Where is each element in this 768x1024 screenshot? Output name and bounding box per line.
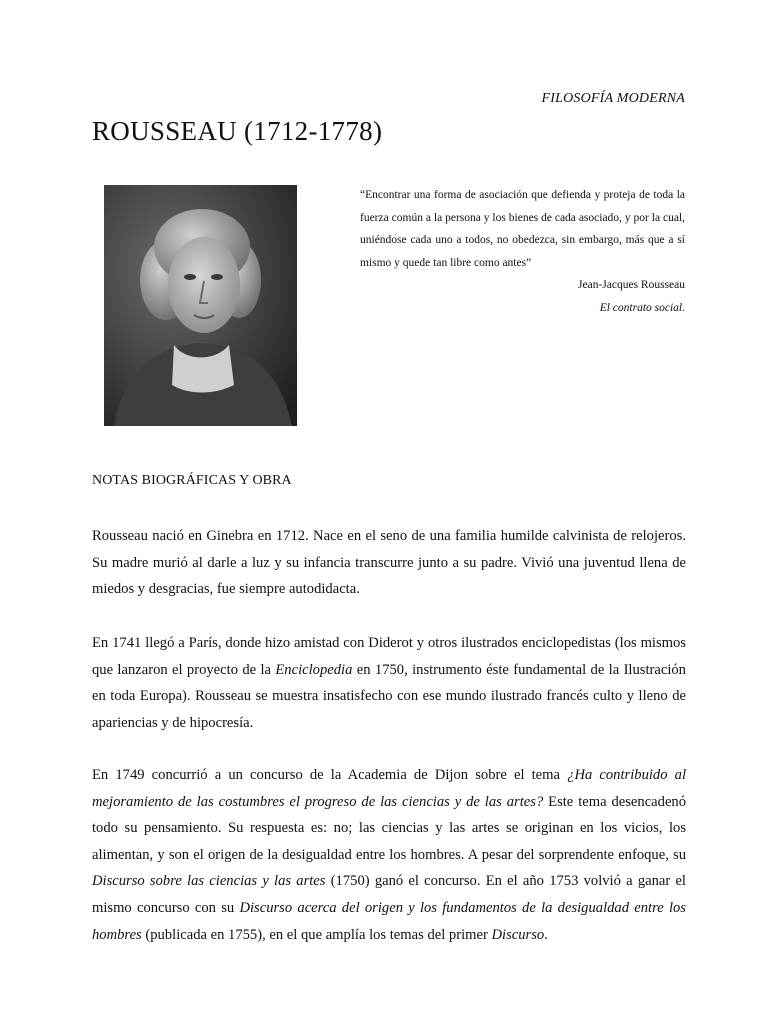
document-category: FILOSOFÍA MODERNA [541,91,685,106]
paragraph-dijon-text-a: En 1749 concurrió a un concurso de la Academia de Dijon sobre el tema [92,767,568,783]
portrait-icon [104,185,297,426]
paragraph-birth: Rousseau nació en Ginebra en 1712. Nace en el seno de una familia humilde calvinista de relojeros. Su madre murió al darle a luz y su infancia transcurre junto a su padre. Vivió una juventud llena de miedos y desgracias, fue siempre autodidacta. [92,528,686,598]
quote-work-suffix: . [682,301,685,314]
paragraph-dijon-text-e: (1750) ganó el concurso. En el año 1753 volvió a ganar el mismo concurso con su [92,873,686,916]
paragraph-dijon-italic-question: ¿Ha contribuido al mejoramiento de las costumbres el progreso de las ciencias y de las artes? [92,767,686,810]
quote-block [360,184,685,320]
paragraph-dijon-text-g: (publicada en 1755), en el que amplía los temas del primer [141,926,492,943]
paragraph-dijon-italic-discurso-desigualdad: Discurso acerca del origen y los fundamentos de la desigualdad entre los hombres [92,899,686,943]
paragraph-paris-italic-enciclopedia: Enciclopedia [275,661,353,678]
portrait-image [104,185,297,426]
quote-text: “Encontrar una forma de asociación que defienda y proteja de toda la fuerza común a la persona y los bienes de cada asociado, y por la cual, uniéndose cada uno a todos, no obedezca, sin embargo, más que a sí mismo y quede tan libre como antes” [360,189,685,269]
paragraph-dijon [92,762,686,948]
quote-source [360,297,685,320]
paragraph-paris-text-a: En 1741 llegó a París, donde hizo amistad con Diderot y otros ilustrados enciclopedistas (los mismos que lanzaron el proyecto de la [92,635,686,678]
paragraph-dijon-italic-discurso-ciencias: Discurso sobre las ciencias y las artes [92,873,326,890]
quote-work-title: El contrato social [599,301,683,314]
paragraph-dijon-text-i: . [544,926,548,943]
paragraph-paris [92,630,686,736]
quote-author: Jean-Jacques Rousseau [578,279,685,292]
page-title: ROUSSEAU (1712-1778) [92,116,383,146]
paragraph-paris-text-c: en 1750, instrumento éste fundamental de la Ilustración en toda Europa). Rousseau se muestra insatisfecho con ese mundo ilustrado francés culto y lleno de apariencias y de hipocresía. [92,661,686,731]
section-heading: NOTAS BIOGRÁFICAS Y OBRA [92,473,292,488]
paragraph-dijon-italic-discurso: Discurso [491,926,545,943]
paragraph-dijon-text-c: Este tema desencadenó todo su pensamiento. Su respuesta es: no; las ciencias y las artes se originan en los vicios, los alimentan, y son el origen de la desigualdad entre los hombres. A pesar del sorprendente enfoque, su [92,793,687,863]
